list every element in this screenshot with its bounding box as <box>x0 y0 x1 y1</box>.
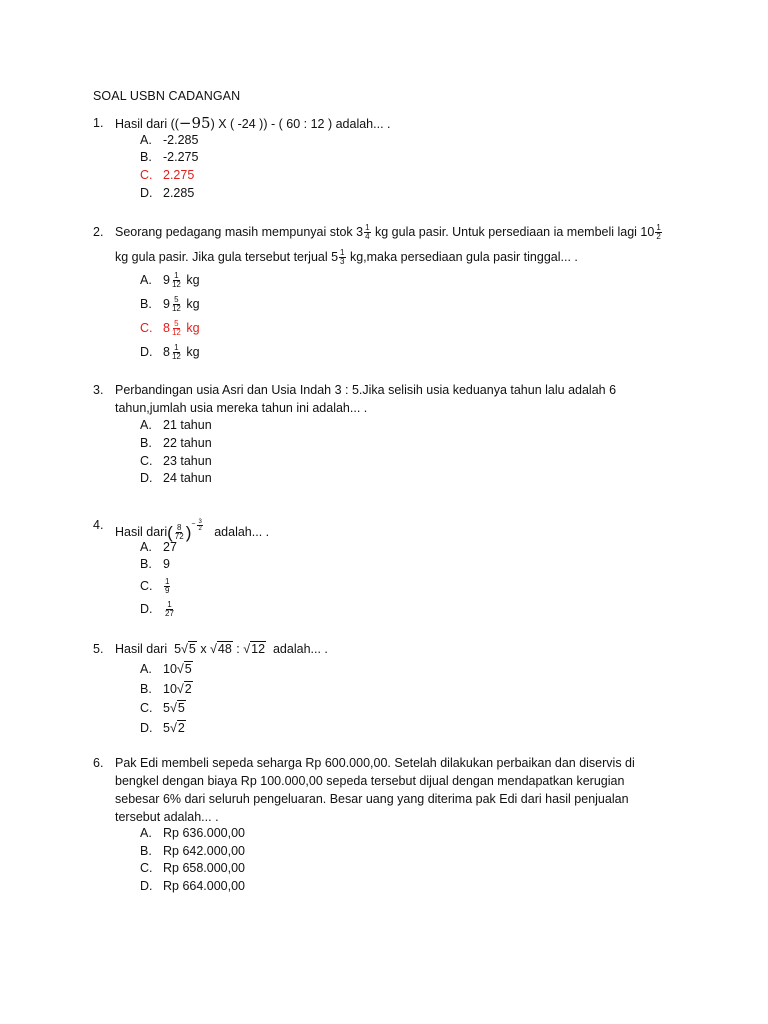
option-a: A. Rp 636.000,00 <box>140 826 246 840</box>
question-text-line1: Perbandingan usia Asri dan Usia Indah 3 : 5.Jika selisih usia keduanya tahun lalu adalah 6 <box>115 383 617 397</box>
option-c-answer: C. 2.275 <box>140 168 195 182</box>
option-a: A. -2.285 <box>140 133 199 147</box>
option-b: B. 9 <box>140 557 170 571</box>
option-a: A. 9 $\frac{1}{12}$ kg <box>140 271 200 290</box>
question-2 <box>93 223 693 241</box>
option-b: B. 10√2 <box>140 682 192 696</box>
option-c-answer: C. 8 $\frac{5}{12}$ kg <box>140 319 200 338</box>
option-b: B. 9 $\frac{5}{12}$ kg <box>140 295 200 314</box>
option-c: C. 5√5 <box>140 701 185 715</box>
question-text: Hasil dari ((−95) X ( -24 )) - ( 60 : 12 ) adalah... . <box>115 114 391 132</box>
question-4 <box>93 516 693 542</box>
document-title: SOAL USBN CADANGAN <box>93 89 241 103</box>
question-2-line2 <box>93 248 693 266</box>
question-text: Hasil dari( $\frac{8}{72}$ ) − $\frac{3}{2}$ adalah... . <box>115 518 270 542</box>
question-1 <box>93 114 693 132</box>
option-c: C. 23 tahun <box>140 454 212 468</box>
question-text-line1: Pak Edi membeli sepeda seharga Rp 600.000,00. Setelah dilakukan perbaikan dan diservis di <box>115 756 635 770</box>
question-text: Hasil dari 5√5 x √48 : √12 adalah... . <box>115 642 328 656</box>
option-d: D. 8 $\frac{1}{12}$ kg <box>140 343 200 362</box>
option-c: C. Rp 658.000,00 <box>140 861 246 875</box>
question-3 <box>93 381 693 417</box>
question-text-line2: tahun,jumlah usia mereka tahun ini adalah... . <box>115 401 368 415</box>
question-number: 4. <box>93 518 104 532</box>
option-b: B. Rp 642.000,00 <box>140 844 246 858</box>
option-c: C. $\frac{1}{9}$ <box>140 577 170 596</box>
question-text-line1: Seorang pedagang masih mempunyai stok 3 $\frac{1}{4}$ kg gula pasir. Untuk persediaan ia membeli lagi 10 $\frac{1}{2}$ <box>115 223 661 242</box>
option-d: D. 5√2 <box>140 721 185 735</box>
question-6 <box>93 754 693 826</box>
question-5 <box>93 640 693 658</box>
option-a: A. 21 tahun <box>140 418 212 432</box>
question-number: 5. <box>93 642 104 656</box>
option-d: D. 2.285 <box>140 186 195 200</box>
option-b: B. 22 tahun <box>140 436 212 450</box>
option-d: D. Rp 664.000,00 <box>140 879 246 893</box>
question-text-line2: kg gula pasir. Jika gula tersebut terjual 5 $\frac{1}{3}$ kg,maka persediaan gula pasir tinggal... . <box>115 248 578 267</box>
question-number: 1. <box>93 116 104 130</box>
question-number: 6. <box>93 756 104 770</box>
option-d: D. 24 tahun <box>140 471 212 485</box>
option-b: B. -2.275 <box>140 150 199 164</box>
question-number: 2. <box>93 225 104 239</box>
question-text-line4: tersebut adalah... . <box>115 810 219 824</box>
option-a: A. 27 <box>140 540 177 554</box>
question-number: 3. <box>93 383 104 397</box>
question-text-line3: sebesar 6% dari seluruh pengeluaran. Besar uang yang diterima pak Edi dari hasil penjualan <box>115 792 629 806</box>
question-text-line2: bengkel dengan biaya Rp 100.000,00 sepeda tersebut dijual dengan mendapatkan kerugian <box>115 774 625 788</box>
option-a: A. 10√5 <box>140 662 192 676</box>
option-d: D. $\frac{1}{27}$ <box>140 600 174 619</box>
